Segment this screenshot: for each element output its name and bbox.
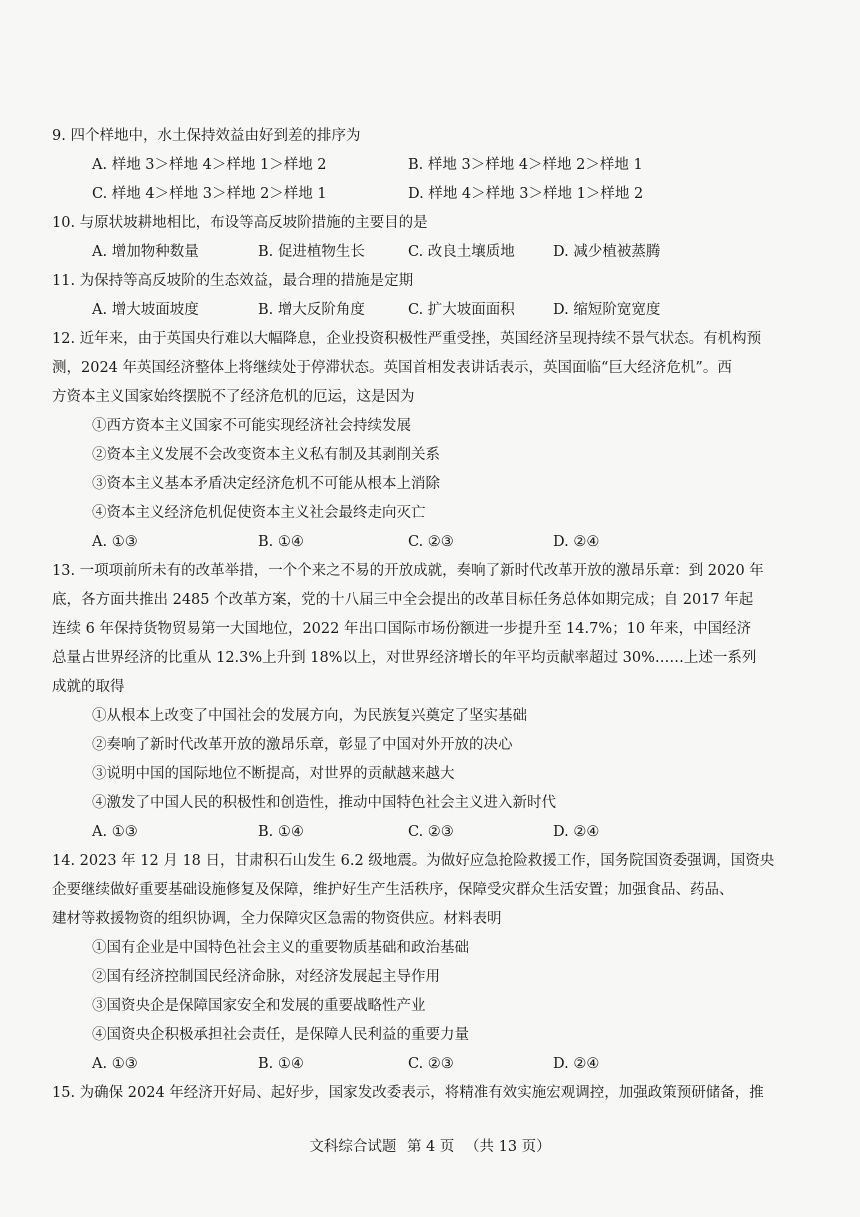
question-13-statement-4: ④激发了中国人民的积极性和创造性，推动中国特色社会主义进入新时代 xyxy=(92,795,556,811)
question-9-stem: 9. 四个样地中，水土保持效益由好到差的排序为 xyxy=(52,128,361,144)
footer-subject: 文科综合试题 xyxy=(309,1139,397,1155)
question-11-option-c: C. 扩大坡面面积 xyxy=(408,302,515,318)
question-12-option-b: B. ①④ xyxy=(258,534,304,550)
question-12-statement-4: ④资本主义经济危机促使资本主义社会最终走向灭亡 xyxy=(92,505,426,521)
question-10-option-b: B. 促进植物生长 xyxy=(258,244,365,260)
question-11-option-b: B. 增大反阶角度 xyxy=(258,302,365,318)
question-10-option-c: C. 改良土壤质地 xyxy=(408,244,515,260)
question-12-stem-line: 测，2024 年英国经济整体上将继续处于停滞状态。英国首相发表讲话表示，英国面临“巨大经济危机”。西 xyxy=(52,360,732,376)
question-13-option-b: B. ①④ xyxy=(258,824,304,840)
question-13-option-c: C. ②③ xyxy=(408,824,454,840)
question-10-stem: 10. 与原状坡耕地相比，布设等高反坡阶措施的主要目的是 xyxy=(52,215,428,231)
question-13-stem-line: 连续 6 年保持货物贸易第一大国地位，2022 年出口国际市场份额进一步提升至 14.7%；10 年来，中国经济 xyxy=(52,621,752,637)
question-14-statement-2: ②国有经济控制国民经济命脉，对经济发展起主导作用 xyxy=(92,969,440,985)
question-9-option-a: A. 样地 3＞样地 4＞样地 1＞样地 2 xyxy=(92,157,327,173)
question-12-stem-line: 方资本主义国家始终摆脱不了经济危机的厄运，这是因为 xyxy=(52,389,415,405)
question-11-stem: 11. 为保持等高反坡阶的生态效益，最合理的措施是定期 xyxy=(52,273,414,289)
question-10-option-a: A. 增加物种数量 xyxy=(92,244,199,260)
question-14-option-c: C. ②③ xyxy=(408,1056,454,1072)
question-13-stem-line: 成就的取得 xyxy=(52,679,125,695)
question-13-option-d: D. ②④ xyxy=(553,824,600,840)
question-13-stem-line: 13. 一项项前所未有的改革举措，一个个来之不易的开放成就，奏响了新时代改革开放的激昂乐章：到 2020 年 xyxy=(52,563,764,579)
question-9-option-b: B. 样地 3＞样地 4＞样地 2＞样地 1 xyxy=(408,157,643,173)
question-14-option-a: A. ①③ xyxy=(92,1056,138,1072)
question-12-option-d: D. ②④ xyxy=(553,534,600,550)
question-13-stem-line: 总量占世界经济的比重从 12.3%上升到 18%以上，对世界经济增长的年平均贡献率超过 30%……上述一系列 xyxy=(52,650,757,666)
footer-page-number: 第 4 页 xyxy=(406,1139,455,1155)
question-11-option-d: D. 缩短阶宽宽度 xyxy=(553,302,661,318)
question-12-statement-1: ①西方资本主义国家不可能实现经济社会持续发展 xyxy=(92,418,411,434)
question-14-option-b: B. ①④ xyxy=(258,1056,304,1072)
question-13-statement-1: ①从根本上改变了中国社会的发展方向，为民族复兴奠定了坚实基础 xyxy=(92,708,527,724)
footer-page-total: （共 13 页） xyxy=(465,1139,551,1155)
question-13-option-a: A. ①③ xyxy=(92,824,138,840)
page-footer xyxy=(0,1135,860,1156)
question-14-stem-line: 建材等救援物资的组织协调，全力保障灾区急需的物资供应。材料表明 xyxy=(52,911,502,927)
question-15-stem: 15. 为确保 2024 年经济开好局、起好步，国家发改委表示，将精准有效实施宏观调控，加强政策预研储备，推 xyxy=(52,1085,764,1101)
question-10-option-d: D. 减少植被蒸腾 xyxy=(553,244,661,260)
question-14-statement-4: ④国资央企积极承担社会责任，是保障人民利益的重要力量 xyxy=(92,1027,469,1043)
question-12-option-a: A. ①③ xyxy=(92,534,138,550)
question-13-stem-line: 底，各方面共推出 2485 个改革方案，党的十八届三中全会提出的改革目标任务总体如期完成；自 2017 年起 xyxy=(52,592,754,608)
question-14-stem-line: 14. 2023 年 12 月 18 日，甘肃积石山发生 6.2 级地震。为做好应急抢险救援工作，国务院国资委强调，国资央 xyxy=(52,853,775,869)
question-14-statement-3: ③国资央企是保障国家安全和发展的重要战略性产业 xyxy=(92,998,426,1014)
question-11-option-a: A. 增大坡面坡度 xyxy=(92,302,199,318)
question-9-option-d: D. 样地 4＞样地 3＞样地 1＞样地 2 xyxy=(408,186,644,202)
question-12-option-c: C. ②③ xyxy=(408,534,454,550)
question-14-statement-1: ①国有企业是中国特色社会主义的重要物质基础和政治基础 xyxy=(92,940,469,956)
question-14-option-d: D. ②④ xyxy=(553,1056,600,1072)
question-9-option-c: C. 样地 4＞样地 3＞样地 2＞样地 1 xyxy=(92,186,327,202)
question-12-stem-line: 12. 近年来，由于英国央行难以大幅降息，企业投资积极性严重受挫，英国经济呈现持续不景气状态。有机构预 xyxy=(52,331,762,347)
question-13-statement-2: ②奏响了新时代改革开放的激昂乐章，彰显了中国对外开放的决心 xyxy=(92,737,513,753)
question-12-statement-3: ③资本主义基本矛盾决定经济危机不可能从根本上消除 xyxy=(92,476,440,492)
question-12-statement-2: ②资本主义发展不会改变资本主义私有制及其剥削关系 xyxy=(92,447,440,463)
question-13-statement-3: ③说明中国的国际地位不断提高，对世界的贡献越来越大 xyxy=(92,766,455,782)
question-14-stem-line: 企要继续做好重要基础设施修复及保障，维护好生产生活秩序，保障受灾群众生活安置；加强食品、药品、 xyxy=(52,882,734,898)
